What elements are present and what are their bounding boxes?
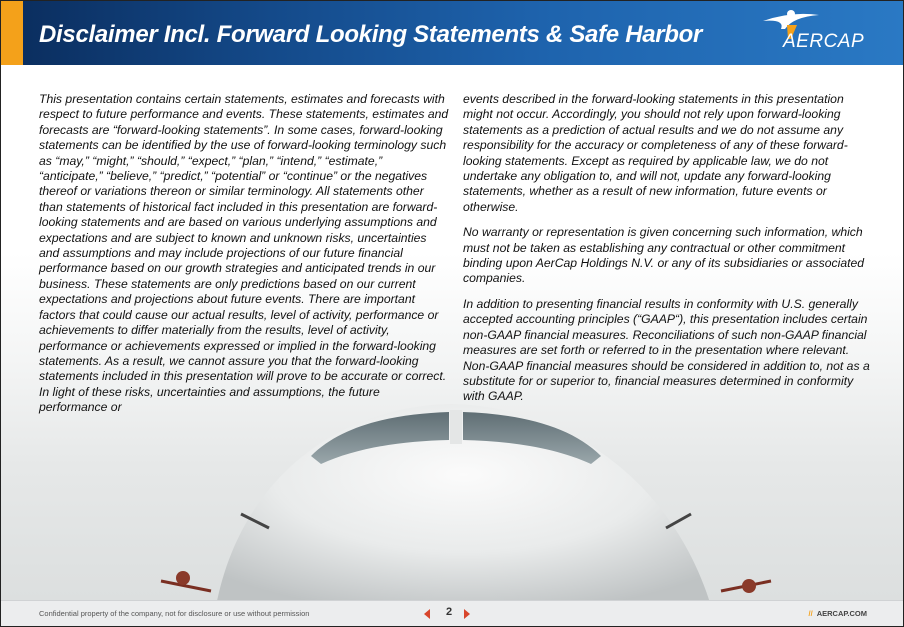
page-number: 2 <box>445 606 453 618</box>
confidential-note: Confidential property of the company, not for disclosure or use without permission <box>39 609 310 618</box>
footer-url[interactable] <box>809 609 867 618</box>
logo-text: AERCAP <box>783 31 865 52</box>
right-paragraph-2: No warranty or representation is given concerning such information, which must not be taken as establishing any contractual or other commitment binding upon AerCap Holdings N.V. or any of its subsidiaries or associated companies. <box>463 225 865 286</box>
slide-title: Disclaimer Incl. Forward Looking Statements & Safe Harbor <box>39 21 703 48</box>
url-slashes: // <box>808 609 813 618</box>
airplane-nose-image <box>151 396 791 606</box>
footer-bar <box>1 600 903 627</box>
aercap-logo <box>761 9 871 61</box>
right-paragraph-3: In addition to presenting financial results in conformity with U.S. generally accepted accounting principles (“GAAP“), this presentation includes certain non-GAAP financial measures. Reconciliations of such non-GAAP financial measures are set forth or referred to in the presentation where relevant. Non-GAAP financial measures should be considered in addition to, not as a substitute for or superior to, financial measures determined in conformity with GAAP. <box>463 296 870 404</box>
right-column <box>463 92 871 405</box>
url-text: AERCAP.COM <box>816 609 867 618</box>
header-bar <box>1 1 903 65</box>
page-navigator <box>424 606 480 622</box>
header-accent-stripe <box>1 1 23 65</box>
triangle-right-icon[interactable] <box>464 609 470 619</box>
right-paragraph-1: events described in the forward-looking statements in this presentation might not occur. Accordingly, you should not rely upon forward-looking statements as a prediction of actual results and we do not assume any responsibility for the accuracy or completeness of any of these forward-looking statements. Except as required by applicable law, we do not undertake any obligation to, and will not, update any forward-looking statements, whether as a result of new information, future events or otherwise. <box>463 92 848 214</box>
left-column <box>39 92 449 416</box>
left-paragraph: This presentation contains certain statements, estimates and forecasts with respect to future performance and events. These statements, estimates and forecasts are “forward-looking statements”. In some cases, forward-looking statements can be identified by the use of forward-looking terminology such as “may,” “might,” “should,” “expect,” “plan,” “intend,” “estimate,” “anticipate,” “believe,” “predict,” “potential” or “continue” or the negatives thereof or variations thereon or similar terminology. All statements other than statements of historical fact included in this presentation are forward-looking statements and are based on various underlying assumptions and expectations and are subject to known and unknown risks, uncertainties and assumptions and may include projections of our future financial performance based on our growth strategies and anticipated trends in our business. These statements are only predictions based on our current expectations and projections about future events. There are important factors that could cause our actual results, level of activity, performance or achievements to differ materially from the results, level of activity, performance or achievements expressed or implied in the forward-looking statements. As a result, we cannot assure you that the forward-looking statements included in this presentation will prove to be accurate or correct. In light of these risks, uncertainties and assumptions, the future performance or <box>39 92 449 415</box>
triangle-left-icon[interactable] <box>424 609 430 619</box>
